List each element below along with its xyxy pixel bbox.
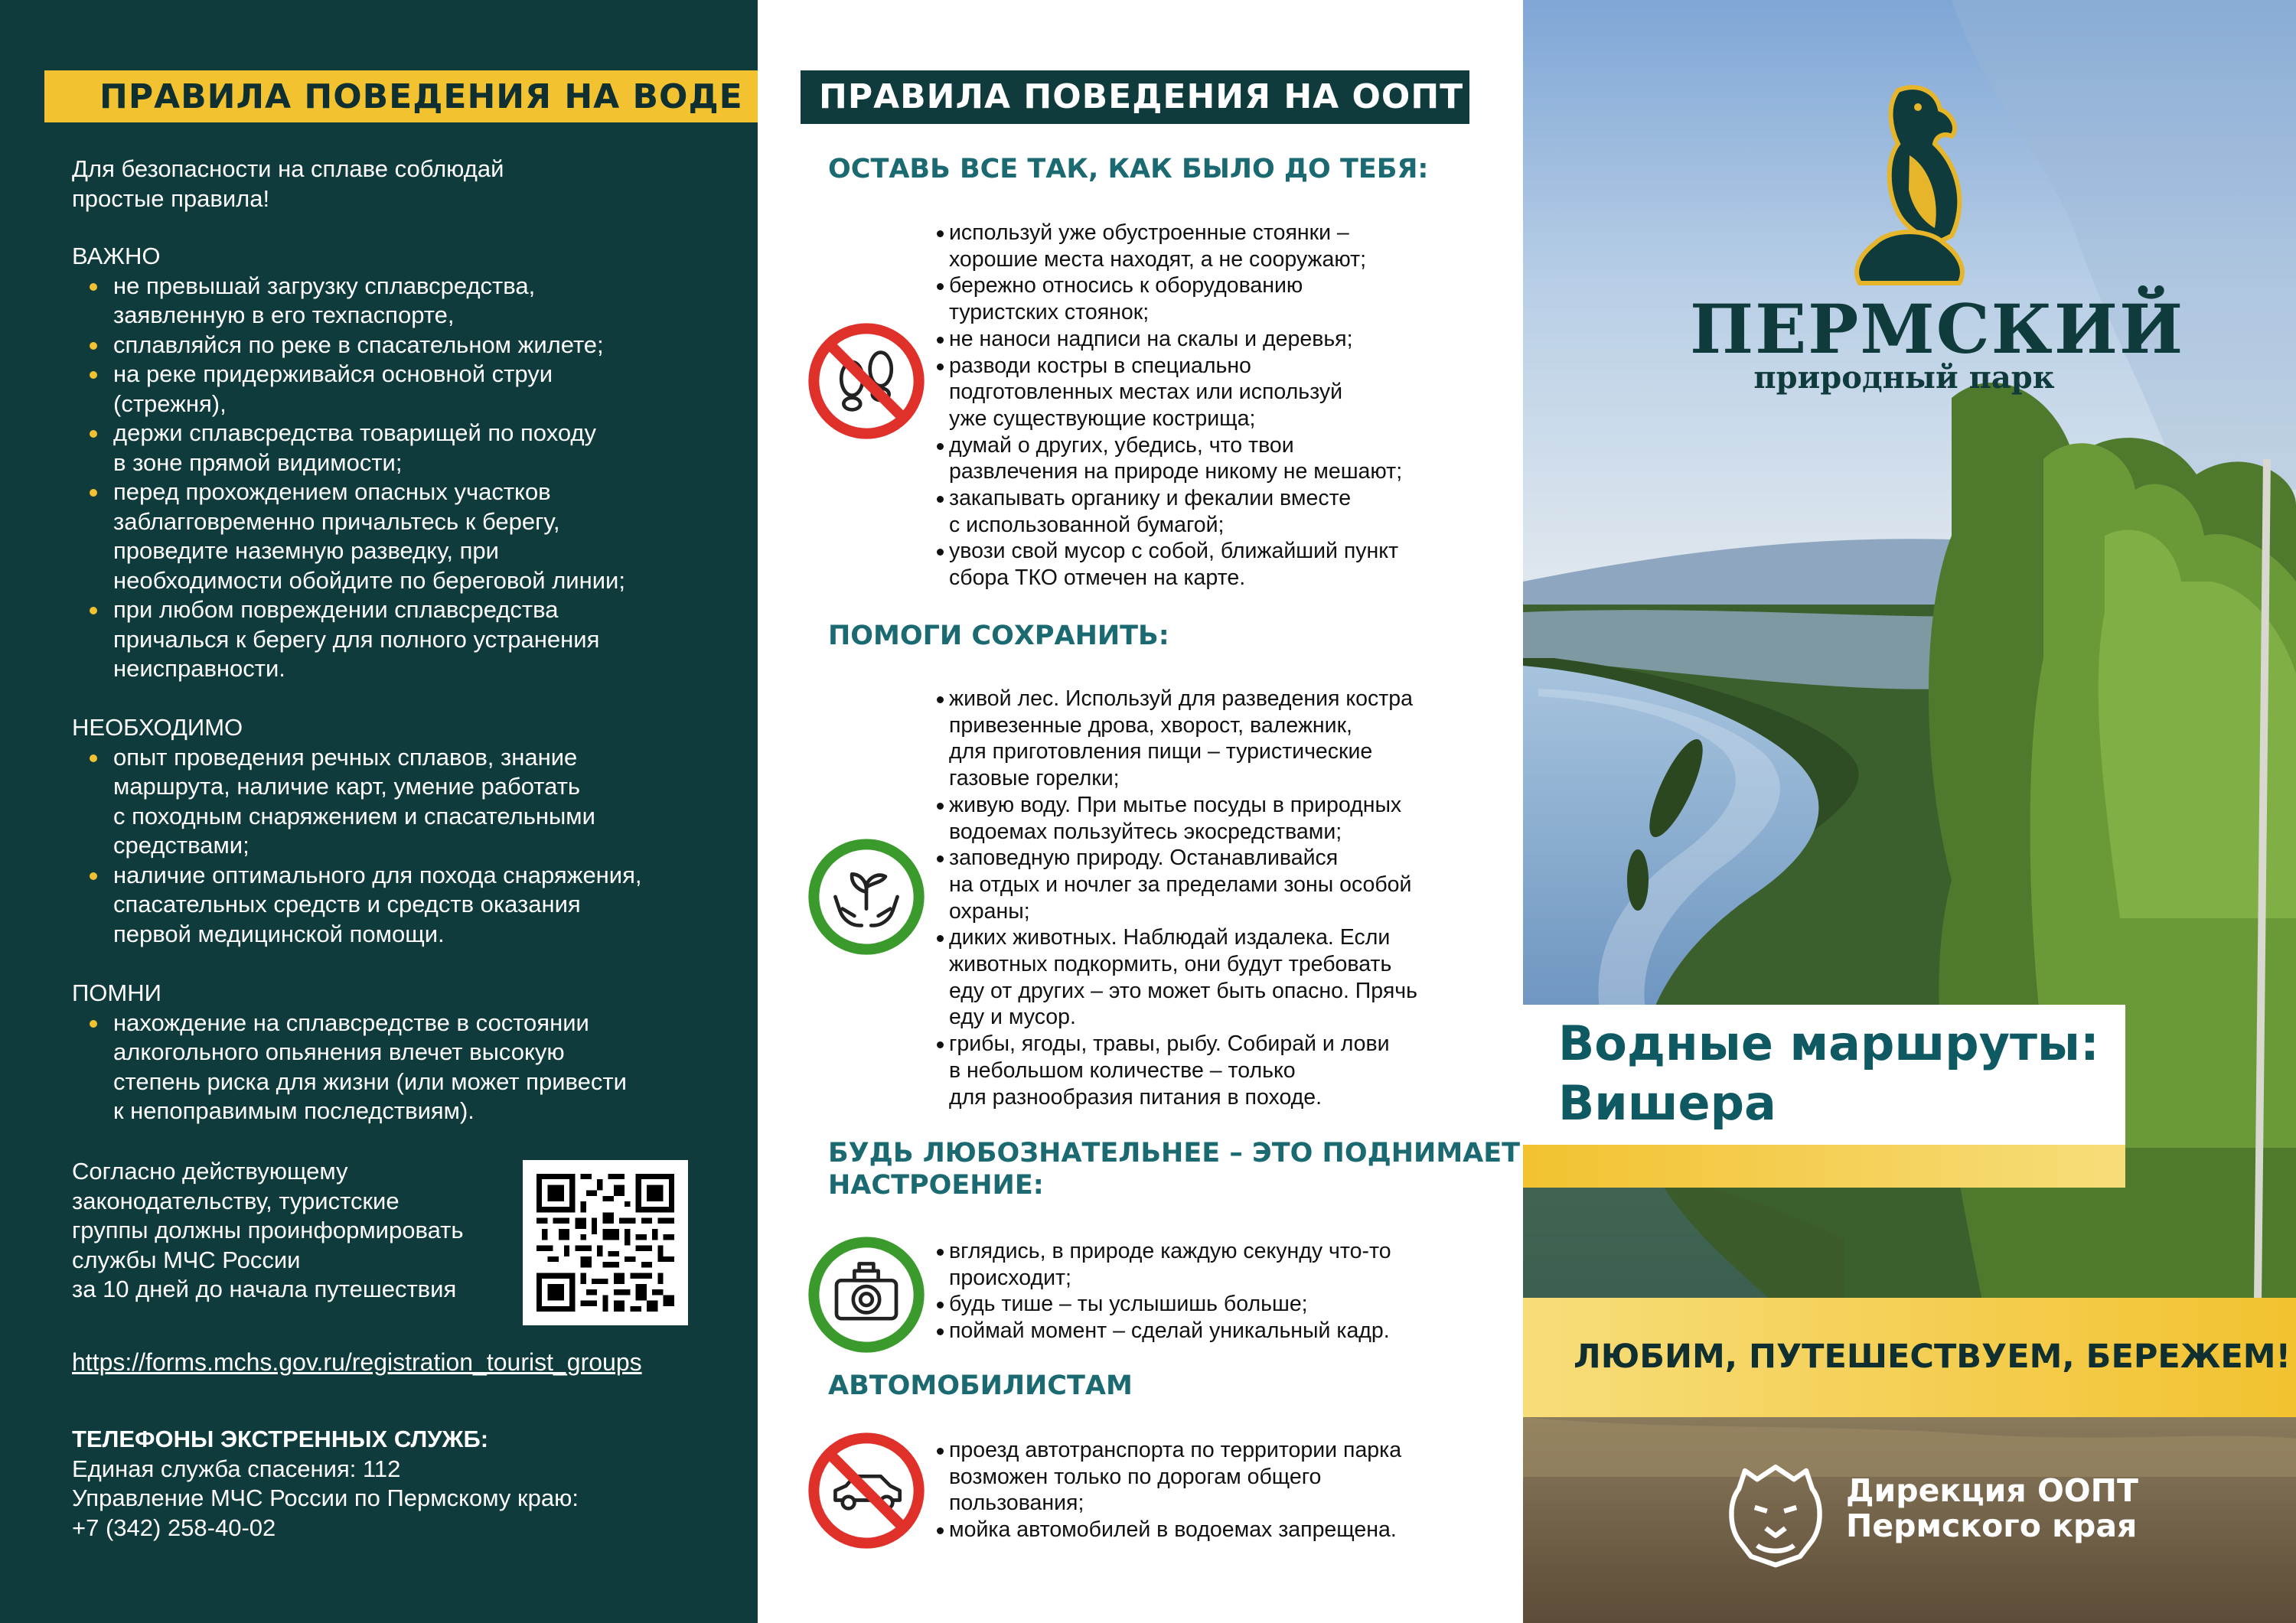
- necessary-section: [72, 713, 730, 949]
- list-item: используй уже обустроенные стоянки – хорошие места находят, а не сооружают;: [937, 220, 1473, 272]
- list-item: нахождение на сплавсредстве в состоянии алкогольного опьянения влечет высокую степень риска для жизни (или может привести к непоправимым последствиям).: [72, 1009, 730, 1126]
- hands-sprout-icon: [807, 837, 926, 957]
- water-rules-banner: [44, 70, 758, 122]
- section-list: [937, 1238, 1473, 1344]
- water-rules-title: ПРАВИЛА ПОВЕДЕНИЯ НА ВОДЕ: [99, 77, 743, 116]
- important-heading: ВАЖНО: [72, 243, 161, 269]
- list-item: сплавляйся по реке в спасательном жилете;: [72, 331, 730, 360]
- falcon-logo-icon: [1844, 83, 1975, 289]
- list-item: проезд автотранспорта по территории парка возможен только по дорогам общего пользования;: [937, 1437, 1473, 1517]
- remember-heading: ПОМНИ: [72, 979, 161, 1006]
- no-car-icon: [807, 1431, 926, 1550]
- protected-area-banner: [801, 70, 1469, 124]
- list-item: диких животных. Наблюдай издалека. Если животных подкормить, они будут требовать еду от других – это может быть опасно. Прячь еду и мусор.: [937, 924, 1473, 1031]
- list-item: разводи костры в специально подготовленных местах или используй уже существующие кострища;: [937, 353, 1473, 432]
- list-item: закапывать органику и фекалии вместе с использованной бумагой;: [937, 485, 1473, 538]
- park-name: ПЕРМСКИЙ: [1690, 289, 2185, 369]
- section-heading: БУДЬ ЛЮБОЗНАТЕЛЬНЕЕ – ЭТО ПОДНИМАЕТ НАСТРОЕНИЕ:: [828, 1138, 1521, 1201]
- important-section: [72, 242, 730, 684]
- remember-list: [72, 1009, 730, 1126]
- list-item: думай о других, убедись, что твои развлечения на природе никому не мешают;: [937, 432, 1473, 485]
- legal-notice: Согласно действующему законодательству, туристские группы должны проинформировать службы МЧС России за 10 дней до начала путешествия: [72, 1158, 464, 1302]
- important-list: [72, 272, 730, 684]
- cover-panel: [1523, 0, 2296, 1623]
- list-item: не наноси надписи на скалы и деревья;: [937, 326, 1473, 353]
- list-item: грибы, ягоды, травы, рыбу. Собирай и лови в небольшом количестве – только для разнообразия питания в походе.: [937, 1031, 1473, 1110]
- slogan-bar: [1523, 1298, 2296, 1417]
- directorate-name: Дирекция ООПТ Пермского края: [1846, 1472, 2138, 1544]
- section-heading: ОСТАВЬ ВСЕ ТАК, КАК БЫЛО ДО ТЕБЯ:: [828, 154, 1429, 184]
- no-footprints-icon: [807, 321, 926, 441]
- brochure-title: Водные маршруты:: [1558, 1015, 2099, 1071]
- brochure-subtitle: Вишера: [1558, 1075, 1776, 1131]
- list-item: перед прохождением опасных участков заблагговременно причальтесь к берегу, проведите наземную разведку, при необходимости обойдите по береговой линии;: [72, 477, 730, 595]
- emergency-phones-title: ТЕЛЕФОНЫ ЭКСТРЕННЫХ СЛУЖБ:: [72, 1426, 489, 1452]
- section-list: [937, 686, 1473, 1110]
- list-item: мойка автомобилей в водоемах запрещена.: [937, 1517, 1473, 1543]
- list-item: держи сплавсредства товарищей по походу в зоне прямой видимости;: [72, 419, 730, 477]
- remember-section: [72, 979, 730, 1126]
- protected-area-rules-panel: [758, 0, 1523, 1623]
- qr-code[interactable]: [523, 1160, 688, 1325]
- brochure-title-box: [1523, 1005, 2125, 1145]
- section-heading: АВТОМОБИЛИСТАМ: [828, 1370, 1133, 1401]
- list-item: на реке придерживайся основной струи (стрежня),: [72, 360, 730, 419]
- list-item: будь тише – ты услышишь больше;: [937, 1291, 1473, 1318]
- qr-code-icon: [536, 1174, 674, 1312]
- list-item: поймай момент – сделай уникальный кадр.: [937, 1318, 1473, 1344]
- list-item: бережно относись к оборудованию туристских стоянок;: [937, 272, 1473, 325]
- park-subtitle: природный парк: [1753, 360, 2055, 396]
- list-item: опыт проведения речных сплавов, знание маршрута, наличие карт, умение работать с походным снаряжением и спасательными средствами;: [72, 743, 730, 861]
- slogan: ЛЮБИМ, ПУТЕШЕСТВУЕМ, БЕРЕЖЕМ!: [1574, 1338, 2291, 1376]
- mchs-phone-label: Управление МЧС России по Пермскому краю:: [72, 1484, 579, 1511]
- emergency-phones: [72, 1425, 579, 1543]
- mchs-registration-link[interactable]: https://forms.mchs.gov.ru/registration_tourist_groups: [72, 1348, 642, 1376]
- list-item: заповедную природу. Останавливайся на отдых и ночлег за пределами зоны особой охраны;: [937, 845, 1473, 924]
- necessary-heading: НЕОБХОДИМО: [72, 714, 243, 741]
- list-item: при любом повреждении сплавсредства причалься к берегу для полного устранения неисправности.: [72, 595, 730, 684]
- intro-text: Для безопасности на сплаве соблюдай простые правила!: [72, 155, 504, 212]
- bear-emblem-icon: [1714, 1452, 1837, 1575]
- list-item: увози свой мусор с собой, ближайший пункт сбора ТКО отмечен на карте.: [937, 538, 1473, 591]
- list-item: наличие оптимального для похода снаряжения, спасательных средств и средств оказания первой медицинской помощи.: [72, 861, 730, 950]
- necessary-list: [72, 743, 730, 950]
- section-list: [937, 1437, 1473, 1543]
- list-item: живой лес. Используй для разведения костра привезенные дрова, хворост, валежник, для приготовления пищи – туристические газовые горелки;: [937, 686, 1473, 792]
- protected-area-title: ПРАВИЛА ПОВЕДЕНИЯ НА ООПТ: [819, 77, 1464, 116]
- section-list: [937, 220, 1473, 592]
- list-item: не превышай загрузку сплавсредства, заявленную в его техпаспорте,: [72, 272, 730, 331]
- camera-icon: [807, 1235, 926, 1354]
- list-item: живую воду. При мытье посуды в природных водоемах пользуйтесь экосредствами;: [937, 792, 1473, 845]
- section-heading: ПОМОГИ СОХРАНИТЬ:: [828, 621, 1169, 651]
- list-item: вглядись, в природе каждую секунду что-то происходит;: [937, 1238, 1473, 1291]
- title-accent-bar: [1523, 1145, 2125, 1188]
- water-rules-panel: [0, 0, 758, 1623]
- rescue-phone: Единая служба спасения: 112: [72, 1455, 401, 1482]
- mchs-phone-number: +7 (342) 258-40-02: [72, 1514, 276, 1541]
